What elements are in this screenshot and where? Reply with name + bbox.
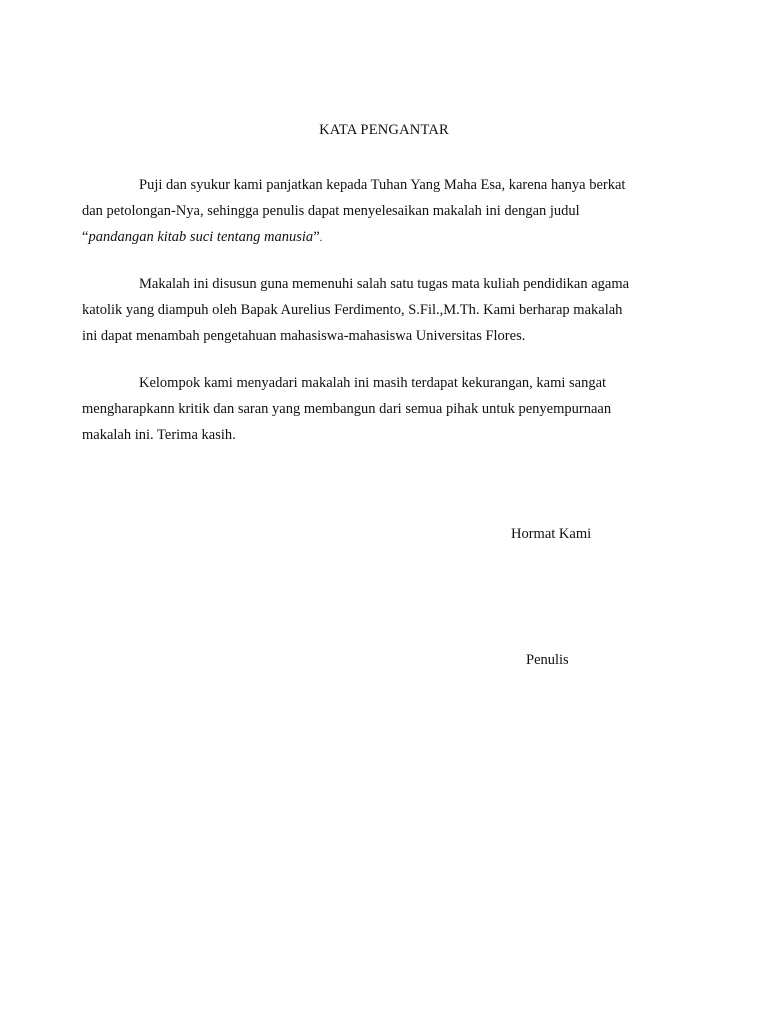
paragraph-2-line-2: katolik yang diampuh oleh Bapak Aurelius Ferdimento, S.Fil.,M.Th. Kami berharap makalah — [82, 302, 623, 318]
page-title: KATA PENGANTAR — [319, 122, 449, 138]
signer-name: Penulis — [526, 652, 569, 668]
paragraph-1 — [82, 172, 682, 252]
paragraph-1-line-1: Puji dan syukur kami panjatkan kepada Tuhan Yang Maha Esa, karena hanya berkat — [139, 177, 626, 193]
makalah-title: pandangan kitab suci tentang manusia — [88, 229, 314, 245]
paragraph-3-line-2: mengharapkann kritik dan saran yang membangun dari semua pihak untuk penyempurnaan — [82, 401, 612, 417]
paragraph-2 — [82, 271, 682, 349]
paragraph-3-line-3: makalah ini. Terima kasih. — [82, 427, 236, 443]
paragraph-2-line-1: Makalah ini disusun guna memenuhi salah satu tugas mata kuliah pendidikan agama — [139, 276, 630, 292]
paragraph-3-line-1: Kelompok kami menyadari makalah ini masih terdapat kekurangan, kami sangat — [139, 375, 607, 391]
quote-open: “ — [82, 229, 89, 245]
paragraph-2-line-3: ini dapat menambah pengetahuan mahasiswa-mahasiswa Universitas Flores. — [82, 328, 526, 344]
closing-salutation: Hormat Kami — [511, 526, 592, 542]
end-dot: . — [319, 233, 323, 244]
paragraph-3 — [82, 370, 682, 448]
quote-close: ” — [313, 229, 320, 245]
paragraph-1-line-2: dan petolongan-Nya, sehingga penulis dapat menyelesaikan makalah ini dengan judul — [82, 203, 580, 219]
paragraph-1-line-3 — [82, 224, 682, 252]
